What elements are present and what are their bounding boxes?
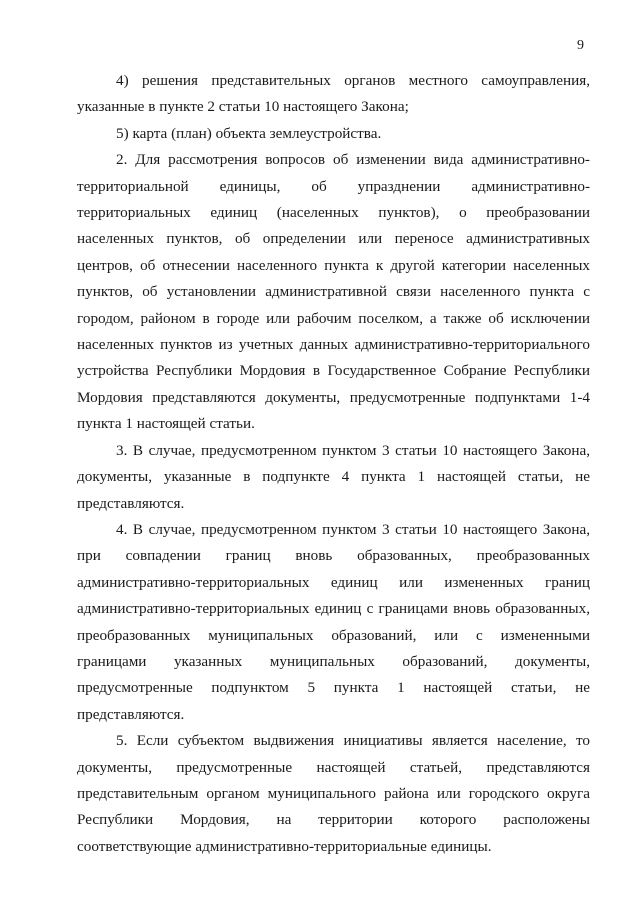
paragraph-item-5: 5) карта (план) объекта землеустройства.: [116, 124, 382, 142]
paragraph-clause-4: 4. В случае, предусмотренном пунктом 3 статьи 10 настоящего Закона, при совпадении границ вновь образованных, преобразованных административно-территориальных единиц или измененных границ административно-территориальных единиц с границами вновь образованных, преобразованных муниципальных образований, или с измененными границами указанных муниципальных образований, документы, предусмотренные подпунктом 5 пункта 1 настоящей статьи, не представляются.: [77, 520, 590, 723]
paragraph-clause-5: 5. Если субъектом выдвижения инициативы является население, то документы, предусмотренные настоящей статьей, представляются представительным органом муниципального района или городского округа Республики Мордовия, на территории которого расположены соответствующие административно-территориальные единицы.: [77, 732, 590, 855]
page-number: 9: [577, 38, 584, 53]
paragraph-clause-3: 3. В случае, предусмотренном пунктом 3 статьи 10 настоящего Закона, документы, указанные в подпункте 4 пункта 1 настоящей статьи, не представляются.: [77, 441, 590, 512]
document-body: [77, 68, 590, 860]
paragraph-clause-2: 2. Для рассмотрения вопросов об изменении вида административно-территориальной единицы, об упразднении административно-территориальных единиц (населенных пунктов), о преобразовании населенных пунктов, об определении или переносе административных центров, об отнесении населенного пункта к другой категории населенных пунктов, об установлении административной связи населенного пункта с городом, районом в городе или рабочим поселком, а также об исключении населенных пунктов из учетных данных административно-территориального устройства Республики Мордовия в Государственное Собрание Республики Мордовия представляются документы, предусмотренные подпунктами 1-4 пункта 1 настоящей статьи.: [77, 151, 590, 433]
paragraph-item-4: 4) решения представительных органов местного самоуправления, указанные в пункте 2 статьи 10 настоящего Закона;: [77, 72, 590, 116]
